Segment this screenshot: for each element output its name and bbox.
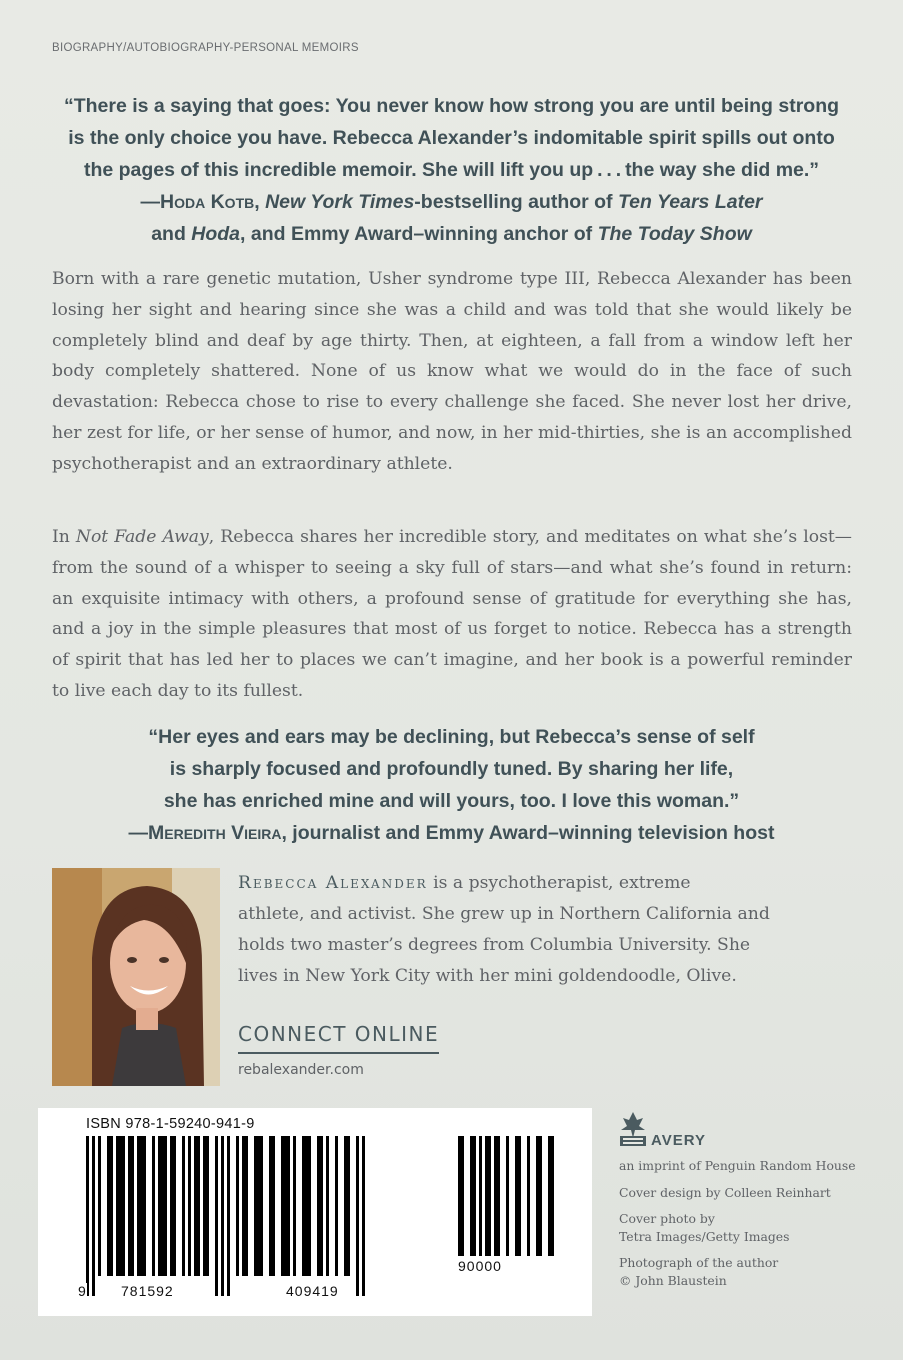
book-title: Not Fade Away bbox=[75, 527, 209, 547]
barcode-bar bbox=[158, 1136, 167, 1276]
barcode-bar bbox=[494, 1136, 500, 1256]
avery-tree-icon bbox=[619, 1110, 647, 1148]
attribution-dash: — bbox=[140, 191, 160, 213]
nyt-title: New York Times bbox=[265, 191, 415, 213]
barcode-bar bbox=[527, 1136, 530, 1256]
attribution-and: and bbox=[151, 223, 192, 245]
bio-line-1 bbox=[238, 868, 858, 899]
attribution-comma: , bbox=[254, 191, 266, 213]
barcode-bar bbox=[326, 1136, 329, 1276]
author-website-link[interactable]: rebalexander.com bbox=[238, 1062, 364, 1078]
quote-attribution bbox=[40, 186, 863, 218]
barcode-bar bbox=[506, 1136, 509, 1256]
attribution-name: Meredith Vieira bbox=[148, 822, 282, 844]
author-name: Rebecca Alexander bbox=[238, 873, 428, 893]
para-text: , Rebecca shares her incredible story, and meditates on what she’s lost—from the sound of a whisper to seeing a sky full of stars—and what she’s found in return: an exquisite intimacy with others, a profound sense of gratitude for everything she has, and a joy in the simple pleasures that most of us forget to notice. Rebecca has a strength of spirit that has led her to places we can’t imagine, and her book is a powerful reminder to live each day to its fullest. bbox=[52, 527, 852, 701]
barcode-bar bbox=[242, 1136, 248, 1276]
barcode-bar bbox=[515, 1136, 521, 1256]
barcode-bar bbox=[362, 1136, 365, 1296]
quote-line: “There is a saying that goes: You never know how strong you are until being strong bbox=[63, 95, 840, 117]
cover-design-credit: Cover design by Colleen Reinhart bbox=[619, 1184, 831, 1200]
attribution-name: Hoda Kotb bbox=[159, 191, 255, 213]
barcode-panel bbox=[38, 1108, 592, 1316]
barcode-bar bbox=[116, 1136, 125, 1276]
author-bio bbox=[238, 868, 858, 992]
barcode-bar bbox=[182, 1136, 185, 1276]
category-label: BIOGRAPHY/AUTOBIOGRAPHY-PERSONAL MEMOIRS bbox=[52, 42, 359, 54]
barcode-digit-group-1: 781592 bbox=[121, 1283, 174, 1299]
imprint-tagline: an imprint of Penguin Random House bbox=[619, 1158, 856, 1173]
bio-text: is a psychotherapist, extreme bbox=[427, 873, 691, 893]
book-title: Ten Years Later bbox=[617, 191, 763, 213]
barcode-bar bbox=[227, 1136, 230, 1296]
barcode-bar bbox=[152, 1136, 155, 1276]
publisher-name: AVERY bbox=[651, 1132, 707, 1149]
bio-line-4: lives in New York City with her mini goldendoodle, Olive. bbox=[238, 966, 737, 986]
quote-attribution-cont bbox=[40, 218, 863, 250]
barcode-bar bbox=[269, 1136, 275, 1276]
barcode-bar bbox=[107, 1136, 113, 1276]
quote-line: is sharply focused and profoundly tuned. By sharing her life, bbox=[169, 758, 734, 780]
barcode-bar bbox=[128, 1136, 134, 1276]
show-title: The Today Show bbox=[597, 223, 752, 245]
barcode-digit-group-2: 409419 bbox=[286, 1283, 339, 1299]
quote-line: “Her eyes and ears may be declining, but Rebecca’s sense of self bbox=[148, 726, 755, 748]
barcode-bar bbox=[458, 1136, 464, 1256]
barcode-bar bbox=[317, 1136, 323, 1276]
cover-photo-source: Tetra Images/Getty Images bbox=[619, 1228, 790, 1244]
barcode-bar bbox=[344, 1136, 350, 1276]
barcode-bar bbox=[356, 1136, 359, 1296]
attribution-text: , and Emmy Award–winning anchor of bbox=[240, 223, 598, 245]
author-photo bbox=[52, 868, 220, 1086]
quote-attribution bbox=[40, 817, 863, 849]
barcode-bar bbox=[236, 1136, 239, 1276]
bio-line-2: athlete, and activist. She grew up in Northern California and bbox=[238, 904, 770, 924]
barcode-bar bbox=[170, 1136, 176, 1276]
barcode-bar bbox=[254, 1136, 263, 1276]
quote-line: is the only choice you have. Rebecca Alexander’s indomitable spirit spills out onto bbox=[68, 127, 835, 149]
author-photo-photographer: © John Blaustein bbox=[619, 1272, 727, 1288]
quote-line: she has enriched mine and will yours, too. I love this woman.” bbox=[163, 790, 740, 812]
barcode-bar bbox=[281, 1136, 290, 1276]
barcode-bar bbox=[92, 1136, 95, 1296]
barcode-bar bbox=[479, 1136, 482, 1256]
barcode-bar bbox=[86, 1136, 89, 1296]
author-photo-credit: Photograph of the author bbox=[619, 1255, 779, 1270]
barcode-bar bbox=[221, 1136, 224, 1296]
bio-line-3: holds two master’s degrees from Columbia University. She bbox=[238, 935, 751, 955]
author-portrait-illustration bbox=[52, 868, 220, 1086]
barcode-bar bbox=[548, 1136, 554, 1256]
description-paragraph-1: Born with a rare genetic mutation, Usher syndrome type III, Rebecca Alexander has been losing her sight and hearing since she was a child and was told that she would likely be completely blind and deaf by age thirty. Then, at eighteen, a fall from a window left her body completely shattered. None of us know what we would do in the face of such devastation: Rebecca chose to rise to every challenge she faced. She never lost her drive, her zest for life, or her sense of humor, and now, in her mid-thirties, she is an accomplished psychotherapist and an extraordinary athlete. bbox=[52, 269, 852, 474]
barcode-bar bbox=[215, 1136, 218, 1296]
para-prefix: In bbox=[52, 527, 76, 547]
hoda-kotb-quote bbox=[40, 90, 863, 250]
description-paragraph-2 bbox=[52, 522, 852, 707]
connect-online-heading: CONNECT ONLINE bbox=[238, 1022, 439, 1054]
barcode-bar bbox=[293, 1136, 296, 1276]
barcode-bar bbox=[536, 1136, 542, 1256]
avery-logo bbox=[619, 1108, 879, 1148]
attribution-text: -bestselling author of bbox=[414, 191, 618, 213]
quote-line: the pages of this incredible memoir. She will lift you up . . . the way she did me.” bbox=[83, 159, 820, 181]
isbn-number: ISBN 978-1-59240-941-9 bbox=[86, 1116, 255, 1132]
book-title: Hoda bbox=[191, 223, 241, 245]
attribution-text: , journalist and Emmy Award–winning television host bbox=[281, 822, 775, 844]
attribution-dash: — bbox=[128, 822, 148, 844]
meredith-vieira-quote bbox=[40, 721, 863, 849]
barcode-bar bbox=[98, 1136, 101, 1276]
barcode-bar bbox=[194, 1136, 200, 1276]
barcode-bar bbox=[137, 1136, 146, 1276]
barcode-bar bbox=[203, 1136, 209, 1276]
price-code: 90000 bbox=[458, 1258, 502, 1274]
cover-photo-credit: Cover photo by bbox=[619, 1211, 715, 1226]
barcode-bar bbox=[470, 1136, 476, 1256]
barcode-bar bbox=[302, 1136, 311, 1276]
barcode-bar bbox=[335, 1136, 338, 1276]
barcode-lead-digit: 9 bbox=[78, 1283, 87, 1299]
barcode-bar bbox=[485, 1136, 491, 1256]
barcode-bar bbox=[188, 1136, 191, 1276]
imprint-block bbox=[619, 1108, 879, 1289]
